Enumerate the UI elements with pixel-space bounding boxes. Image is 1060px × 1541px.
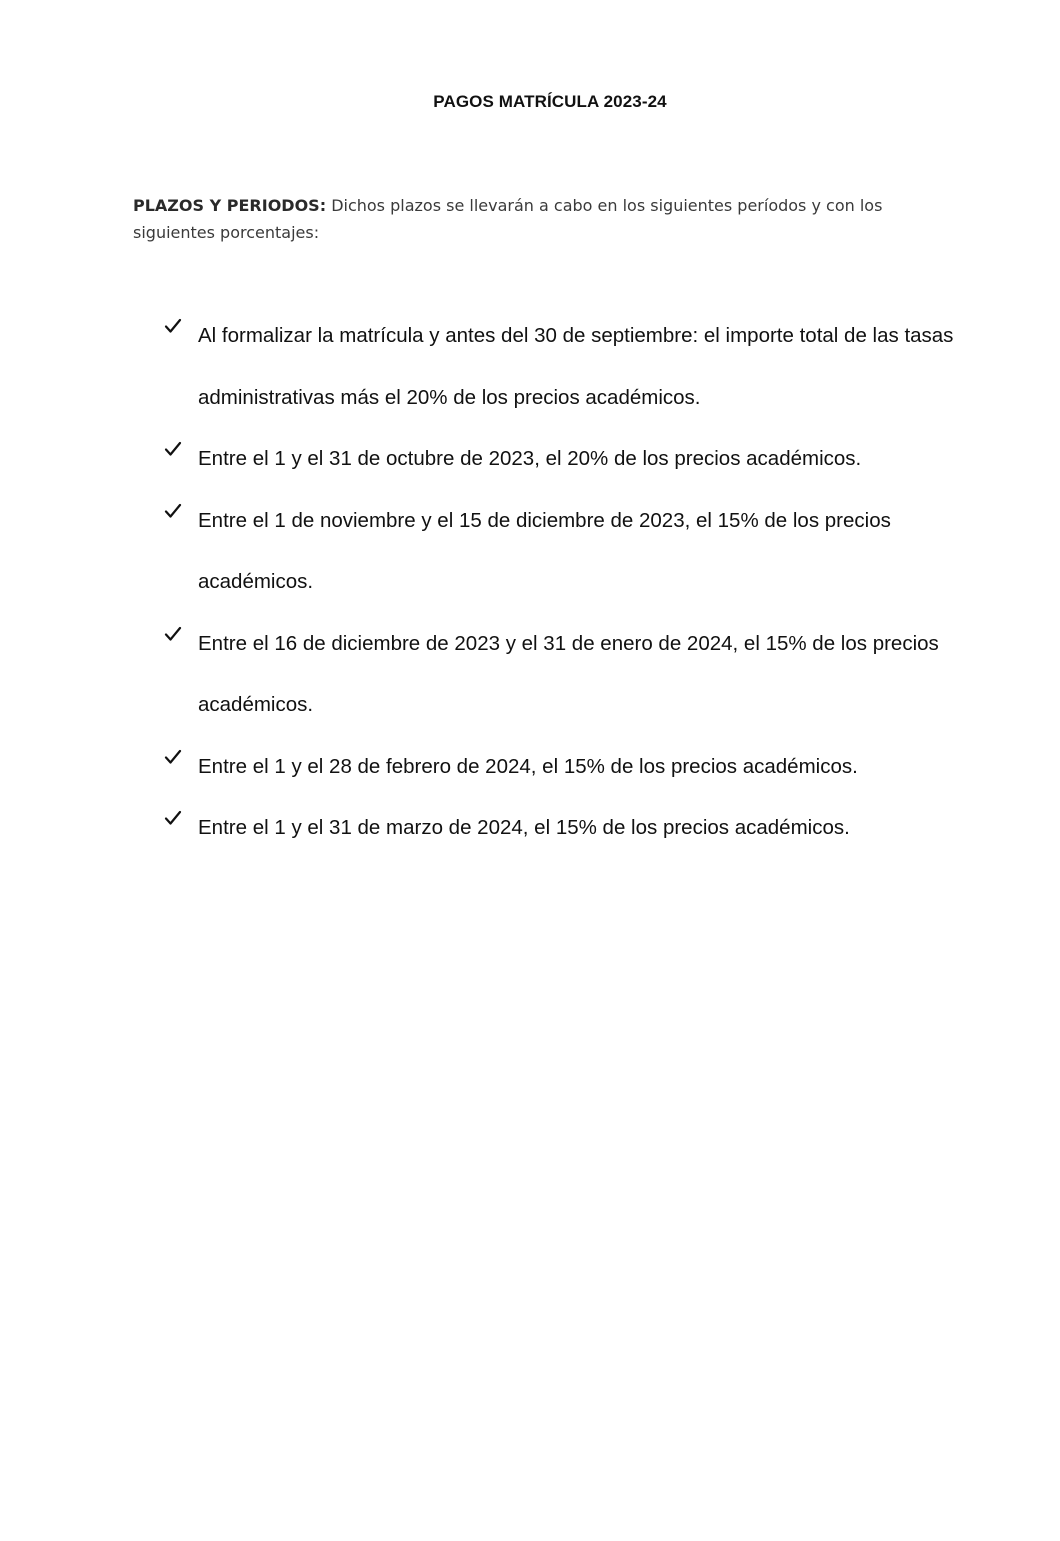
check-icon bbox=[163, 613, 183, 675]
list-item bbox=[163, 736, 963, 798]
intro-text: Dichos plazos se llevarán a cabo en los siguientes períodos y con los siguientes porcentajes: bbox=[133, 196, 883, 242]
list-item-text: Entre el 1 de noviembre y el 15 de diciembre de 2023, el 15% de los precios académicos. bbox=[198, 508, 891, 593]
list-item bbox=[163, 490, 963, 613]
list-item bbox=[163, 797, 963, 859]
payment-periods-list bbox=[163, 305, 963, 859]
list-item-text: Entre el 1 y el 31 de marzo de 2024, el 15% de los precios académicos. bbox=[198, 816, 850, 839]
check-icon bbox=[163, 490, 183, 552]
list-item-text: Al formalizar la matrícula y antes del 30 de septiembre: el importe total de las tasas administrativas más el 20% de los precios académicos. bbox=[198, 324, 954, 409]
list-item bbox=[163, 613, 963, 736]
document-title: PAGOS MATRÍCULA 2023-24 bbox=[433, 92, 667, 111]
list-item-text: Entre el 1 y el 28 de febrero de 2024, el 15% de los precios académicos. bbox=[198, 754, 858, 778]
intro-paragraph bbox=[133, 192, 933, 246]
list-item bbox=[163, 428, 963, 490]
check-icon bbox=[163, 736, 183, 798]
list-item-text: Entre el 16 de diciembre de 2023 y el 31 de enero de 2024, el 15% de los precios académicos. bbox=[198, 631, 939, 716]
check-icon bbox=[163, 797, 183, 859]
list-item bbox=[163, 305, 963, 428]
list-item-text: Entre el 1 y el 31 de octubre de 2023, el 20% de los precios académicos. bbox=[198, 447, 862, 470]
intro-lead: PLAZOS Y PERIODOS: bbox=[133, 196, 327, 215]
check-icon bbox=[163, 428, 183, 490]
check-icon bbox=[163, 305, 183, 367]
